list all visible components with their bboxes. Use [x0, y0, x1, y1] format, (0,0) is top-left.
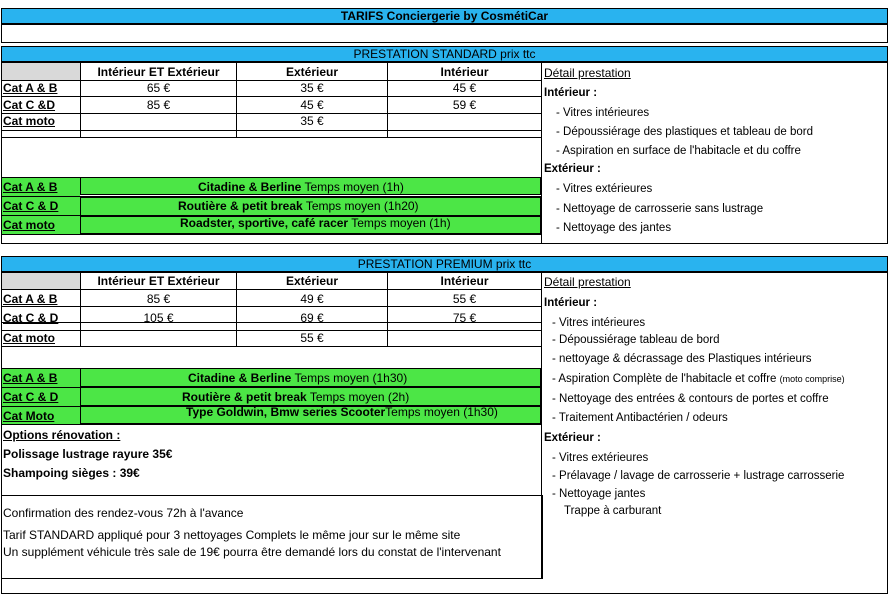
standard-interior-title: Intérieur :: [544, 87, 598, 99]
standard-section-header: PRESTATION STANDARD prix ttc: [1, 46, 888, 62]
premium-price-ab-int: 55 €: [452, 292, 477, 306]
standard-price-cd-ext: 45 €: [300, 98, 324, 112]
standard-price-cd-both: 85 €: [146, 98, 171, 112]
premium-exterior-item: - Nettoyage jantes: [552, 488, 646, 500]
premium-row-cat-moto: Cat moto: [3, 331, 55, 345]
note-line: Confirmation des rendez-vous 72h à l'avance: [3, 506, 244, 520]
standard-interior-item: - Dépoussiérage des plastiques et tableau de bord: [556, 126, 814, 138]
premium-row-cat-cd: Cat C & D: [3, 311, 59, 325]
premium-col-header-exterior: Extérieur: [285, 274, 339, 288]
standard-price-ab-int: 45 €: [452, 81, 477, 95]
standard-price-cd-int: 59 €: [452, 98, 477, 112]
premium-exterior-item: Trappe à carburant: [564, 505, 662, 517]
title-spacer-row: [1, 24, 888, 43]
premium-corner-cell: [2, 273, 80, 289]
standard-vehicle-cat-cd: Cat C & D: [3, 199, 59, 213]
options-title: Options rénovation :: [3, 428, 121, 442]
premium-row-cat-ab: Cat A & B: [3, 292, 58, 306]
option-item: Polissage lustrage rayure 35€: [3, 447, 173, 461]
standard-row-cat-cd: Cat C &D: [3, 98, 56, 112]
standard-exterior-item: - Nettoyage de carrosserie sans lustrage: [556, 203, 764, 215]
premium-section-header: PRESTATION PREMIUM prix ttc: [1, 256, 888, 272]
standard-price-ab-ext: 35 €: [300, 81, 324, 95]
premium-vehicle-cat-cd: Cat C & D: [3, 390, 59, 404]
standard-vehicle-type-moto: Roadster, sportive, café racer Temps moyen (1h): [180, 216, 451, 230]
premium-price-ab-both: 85 €: [146, 292, 171, 306]
premium-exterior-item: - Vitres extérieures: [552, 452, 649, 464]
premium-interior-title: Intérieur :: [544, 297, 598, 309]
standard-interior-item: - Aspiration en surface de l'habitacle et du coffre: [556, 145, 801, 157]
premium-detail-title: Détail prestation: [544, 275, 631, 289]
page-title: TARIFS Conciergerie by CosmétiCar: [1, 8, 888, 24]
standard-corner-cell: [2, 63, 80, 80]
premium-col-header-interior: Intérieur: [440, 274, 489, 288]
standard-col-header-exterior: Extérieur: [285, 65, 339, 79]
note-line: Un supplément véhicule très sale de 19€ pourra être demandé lors du constat de l'intervenant: [3, 545, 501, 559]
standard-interior-item: - Vitres intérieures: [556, 107, 650, 119]
note-line: Tarif STANDARD appliqué pour 3 nettoyages Complets le même jour sur le même site: [3, 528, 461, 542]
premium-price-cd-ext: 69 €: [300, 311, 324, 325]
standard-detail-title: Détail prestation: [544, 66, 631, 80]
standard-col-header-interior: Intérieur: [440, 65, 489, 79]
premium-interior-item: - Vitres intérieures: [552, 317, 646, 329]
premium-col-header-both: Intérieur ET Extérieur: [97, 274, 220, 288]
standard-row-cat-moto: Cat moto: [3, 114, 55, 128]
premium-vehicle-cat-moto: Cat Moto: [3, 409, 55, 423]
premium-vehicle-cat-ab: Cat A & B: [3, 371, 58, 385]
standard-row-cat-ab: Cat A & B: [3, 81, 58, 95]
premium-interior-item: - nettoyage & décrassage des Plastiques intérieurs: [552, 353, 812, 365]
premium-price-cd-int: 75 €: [452, 311, 477, 325]
standard-price-ab-both: 65 €: [146, 81, 171, 95]
premium-exterior-title: Extérieur :: [544, 432, 601, 444]
standard-price-moto-ext: 35 €: [300, 114, 324, 128]
standard-vehicle-cat-moto: Cat moto: [3, 218, 55, 232]
premium-interior-item-vacuum: - Aspiration Complète de l'habitacle et coffre (moto comprise): [552, 373, 845, 385]
standard-col-header-both: Intérieur ET Extérieur: [97, 65, 220, 79]
standard-vehicle-cat-ab: Cat A & B: [3, 180, 58, 194]
premium-price-moto-ext: 55 €: [300, 331, 324, 345]
premium-exterior-item: - Prélavage / lavage de carrosserie + lustrage carrosserie: [552, 470, 845, 482]
option-item: Shampoing sièges : 39€: [3, 466, 140, 480]
premium-interior-item: - Nettoyage des entrées & contours de portes et coffre: [552, 393, 829, 405]
standard-exterior-item: - Vitres extérieures: [556, 183, 653, 195]
premium-price-cd-both: 105 €: [143, 311, 174, 325]
standard-exterior-item: - Nettoyage des jantes: [556, 222, 672, 234]
standard-exterior-title: Extérieur :: [544, 163, 601, 175]
premium-vehicle-type-ab: Citadine & Berline Temps moyen (1h30): [188, 371, 408, 385]
premium-vehicle-type-cd: Routière & petit break Temps moyen (2h): [182, 390, 410, 404]
premium-interior-item: - Traitement Antibactérien / odeurs: [552, 412, 728, 424]
premium-interior-item: - Dépoussiérage tableau de bord: [552, 334, 720, 346]
standard-vehicle-type-ab: Citadine & Berline Temps moyen (1h): [198, 180, 404, 194]
standard-vehicle-type-cd: Routière & petit break Temps moyen (1h20): [178, 199, 419, 213]
premium-vehicle-type-moto: Type Goldwin, Bmw series ScooterTemps moyen (1h30): [186, 405, 498, 419]
premium-price-ab-ext: 49 €: [300, 292, 324, 306]
